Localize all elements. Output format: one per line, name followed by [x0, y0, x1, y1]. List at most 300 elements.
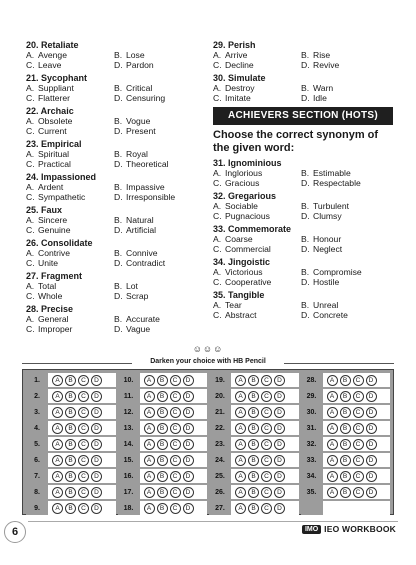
answer-bubble[interactable]: A	[235, 439, 246, 450]
option-letter: A.	[213, 234, 222, 244]
answer-bubble[interactable]: C	[78, 503, 89, 514]
answer-bubble[interactable]: C	[261, 455, 272, 466]
answer-number: 29.	[301, 389, 323, 403]
answer-bubble[interactable]: D	[183, 439, 194, 450]
answer-bubble[interactable]: B	[340, 391, 351, 402]
answer-bubble[interactable]: C	[170, 423, 181, 434]
options	[26, 314, 206, 334]
option	[301, 50, 389, 60]
option-text: Censuring	[126, 93, 166, 103]
option-letter: D.	[301, 211, 310, 221]
option-letter: D.	[114, 126, 123, 136]
answer-row	[118, 421, 208, 435]
answer-bubble[interactable]: D	[183, 423, 194, 434]
answer-bubble[interactable]: A	[235, 471, 246, 482]
answer-bubble[interactable]: C	[353, 455, 364, 466]
answer-bubble[interactable]: A	[52, 375, 63, 386]
answer-bubble[interactable]: B	[248, 471, 259, 482]
answer-bubble[interactable]: A	[327, 391, 338, 402]
answer-bubble[interactable]: B	[157, 391, 168, 402]
options	[26, 281, 206, 301]
option-letter: D.	[301, 60, 310, 70]
answer-bubble[interactable]: A	[144, 487, 155, 498]
answer-bubble[interactable]: D	[366, 391, 377, 402]
answer-bubble[interactable]: A	[235, 423, 246, 434]
option	[301, 168, 389, 178]
answer-bubble[interactable]: D	[366, 423, 377, 434]
answer-bubble[interactable]: D	[274, 455, 285, 466]
option-text: Gracious	[225, 178, 260, 188]
answer-bubble[interactable]: B	[248, 503, 259, 514]
answer-bubble[interactable]: C	[170, 487, 181, 498]
answer-bubble[interactable]: D	[183, 407, 194, 418]
answer-bubble[interactable]: B	[340, 487, 351, 498]
answer-bubble[interactable]: A	[235, 375, 246, 386]
option-text: Spiritual	[38, 149, 70, 159]
answer-bubbles	[231, 405, 299, 419]
answer-bubble[interactable]: C	[261, 391, 272, 402]
answer-row	[209, 373, 299, 387]
answer-bubble[interactable]: A	[144, 407, 155, 418]
answer-number: 25.	[209, 469, 231, 483]
answer-bubble[interactable]: A	[235, 407, 246, 418]
answer-row	[118, 405, 208, 419]
answer-bubble[interactable]: C	[78, 375, 89, 386]
question-title: 25. Faux	[26, 205, 63, 215]
option-text: Rise	[313, 50, 331, 60]
option-text: Sympathetic	[38, 192, 86, 202]
answer-bubble[interactable]: A	[52, 503, 63, 514]
option-text: Contradict	[126, 258, 166, 268]
answer-bubble[interactable]: B	[340, 375, 351, 386]
answer-bubble[interactable]: C	[353, 439, 364, 450]
option-letter: C.	[26, 126, 35, 136]
answer-bubbles	[140, 501, 208, 515]
section-header: ACHIEVERS SECTION (HOTS)	[213, 107, 393, 125]
option	[26, 215, 114, 225]
option	[213, 60, 301, 70]
option	[26, 291, 114, 301]
answer-bubble[interactable]: A	[327, 471, 338, 482]
option-text: Ardent	[38, 182, 64, 192]
option	[26, 93, 114, 103]
answer-number: 17.	[118, 485, 140, 499]
answer-bubble[interactable]: B	[157, 471, 168, 482]
answer-bubble[interactable]: D	[274, 407, 285, 418]
answer-bubble[interactable]: D	[91, 407, 102, 418]
answer-bubble[interactable]: C	[261, 487, 272, 498]
option	[213, 93, 301, 103]
answer-bubble[interactable]: C	[170, 439, 181, 450]
answer-bubbles	[48, 421, 116, 435]
answer-bubble[interactable]: A	[52, 423, 63, 434]
answer-bubble[interactable]: B	[340, 423, 351, 434]
option-text: Idle	[313, 93, 327, 103]
answer-bubbles	[140, 373, 208, 387]
answer-row	[301, 469, 391, 483]
answer-bubble[interactable]: B	[248, 455, 259, 466]
answer-bubble[interactable]: B	[248, 487, 259, 498]
answer-bubble[interactable]: B	[157, 407, 168, 418]
option-letter: D.	[301, 244, 310, 254]
answer-bubble[interactable]: D	[366, 407, 377, 418]
answer-bubble[interactable]: A	[327, 439, 338, 450]
option-letter: C.	[213, 178, 222, 188]
answer-row	[118, 501, 208, 515]
answer-bubble[interactable]: D	[183, 375, 194, 386]
question	[26, 139, 206, 169]
option	[301, 178, 389, 188]
answer-bubble[interactable]: B	[157, 487, 168, 498]
answer-bubble[interactable]: B	[340, 455, 351, 466]
answer-bubble[interactable]: D	[274, 471, 285, 482]
answer-row	[26, 405, 116, 419]
answer-bubble[interactable]: B	[340, 439, 351, 450]
answer-number: 30.	[301, 405, 323, 419]
answer-bubble[interactable]: C	[170, 471, 181, 482]
option-text: Concrete	[313, 310, 348, 320]
option-text: Clumsy	[313, 211, 342, 221]
option-letter: D.	[114, 192, 123, 202]
answer-bubble[interactable]: B	[248, 423, 259, 434]
answer-bubble[interactable]: B	[65, 391, 76, 402]
option	[301, 234, 389, 244]
answer-bubble[interactable]: D	[91, 503, 102, 514]
question	[26, 238, 206, 268]
options	[26, 248, 206, 268]
option-text: Whole	[38, 291, 63, 301]
answer-number: 8.	[26, 485, 48, 499]
option-text: Compromise	[313, 267, 362, 277]
answer-bubble[interactable]: D	[366, 439, 377, 450]
answer-bubble[interactable]: D	[91, 423, 102, 434]
option-text: Warn	[313, 83, 334, 93]
option-letter: A.	[213, 267, 222, 277]
answer-bubble[interactable]: C	[78, 423, 89, 434]
option-letter: C.	[26, 324, 35, 334]
answer-bubble[interactable]: B	[65, 503, 76, 514]
answer-bubble[interactable]: C	[78, 391, 89, 402]
option-letter: D.	[114, 291, 123, 301]
option-letter: D.	[301, 93, 310, 103]
answer-bubbles	[231, 453, 299, 467]
answer-bubble[interactable]: D	[274, 375, 285, 386]
answer-bubble[interactable]: C	[170, 455, 181, 466]
answer-bubble[interactable]: B	[157, 423, 168, 434]
answer-bubble[interactable]: B	[157, 455, 168, 466]
answer-bubble[interactable]: C	[261, 375, 272, 386]
answer-bubble[interactable]: A	[52, 455, 63, 466]
answer-bubble[interactable]: C	[261, 471, 272, 482]
answer-bubble[interactable]: B	[248, 439, 259, 450]
answer-number: 26.	[209, 485, 231, 499]
option-letter: A.	[26, 248, 35, 258]
answer-bubble[interactable]: C	[170, 407, 181, 418]
answer-bubble[interactable]: D	[183, 471, 194, 482]
option-text: Critical	[126, 83, 153, 93]
answer-bubbles	[323, 405, 391, 419]
option	[114, 159, 202, 169]
answer-number: 6.	[26, 453, 48, 467]
options	[213, 201, 393, 221]
option-letter: D.	[301, 178, 310, 188]
answer-bubble[interactable]: A	[52, 391, 63, 402]
answer-bubble[interactable]: A	[235, 487, 246, 498]
answer-bubble[interactable]: C	[78, 471, 89, 482]
answer-bubble[interactable]: D	[366, 487, 377, 498]
answer-bubble[interactable]: C	[353, 391, 364, 402]
answer-bubble[interactable]: B	[157, 375, 168, 386]
answer-bubble[interactable]: B	[65, 423, 76, 434]
option	[26, 248, 114, 258]
answer-row	[118, 373, 208, 387]
answer-bubble[interactable]: D	[183, 455, 194, 466]
answer-bubble[interactable]: D	[366, 455, 377, 466]
answer-bubble[interactable]: C	[170, 503, 181, 514]
answer-bubble[interactable]: A	[235, 455, 246, 466]
question-title: 28. Precise	[26, 304, 74, 314]
answer-row	[118, 437, 208, 451]
answer-bubble[interactable]: B	[340, 407, 351, 418]
option-text: Estimable	[313, 168, 351, 178]
option-letter: D.	[114, 258, 123, 268]
option-text: Total	[38, 281, 57, 291]
option-text: Vague	[126, 324, 151, 334]
answer-bubble[interactable]: D	[183, 487, 194, 498]
answer-number: 35.	[301, 485, 323, 499]
option	[114, 192, 202, 202]
answer-bubble[interactable]: D	[366, 375, 377, 386]
option	[301, 211, 389, 221]
answer-bubble[interactable]: D	[274, 423, 285, 434]
answer-bubble[interactable]: C	[78, 487, 89, 498]
answer-row	[26, 501, 116, 515]
answer-bubble[interactable]: C	[261, 407, 272, 418]
answer-bubble[interactable]: C	[78, 455, 89, 466]
answer-bubble[interactable]: D	[183, 503, 194, 514]
option-text: Accurate	[126, 314, 160, 324]
answer-bubble[interactable]: C	[261, 503, 272, 514]
answer-bubble[interactable]: B	[248, 375, 259, 386]
answer-bubble[interactable]: D	[91, 391, 102, 402]
answer-bubble[interactable]: C	[353, 471, 364, 482]
question-title: 26. Consolidate	[26, 238, 93, 248]
answer-bubble[interactable]: C	[353, 407, 364, 418]
answer-bubble[interactable]: A	[327, 487, 338, 498]
answer-bubble[interactable]: D	[274, 487, 285, 498]
answer-bubble[interactable]: A	[144, 375, 155, 386]
answer-bubble[interactable]: B	[157, 503, 168, 514]
answer-number: 21.	[209, 405, 231, 419]
option	[114, 291, 202, 301]
answer-bubbles	[48, 373, 116, 387]
option	[213, 178, 301, 188]
answer-bubble[interactable]: A	[52, 407, 63, 418]
option-text: Cooperative	[225, 277, 272, 287]
answer-number: 10.	[118, 373, 140, 387]
answer-bubble[interactable]: D	[274, 391, 285, 402]
question-title: 21. Sycophant	[26, 73, 88, 83]
answer-bubble[interactable]: C	[170, 391, 181, 402]
answer-bubble[interactable]: A	[52, 439, 63, 450]
answer-bubble[interactable]: C	[353, 487, 364, 498]
answer-bubble[interactable]: D	[274, 503, 285, 514]
option-letter: B.	[114, 248, 123, 258]
option	[114, 93, 202, 103]
answer-row	[301, 437, 391, 451]
answer-bubble[interactable]: A	[327, 455, 338, 466]
answer-bubble[interactable]: A	[52, 471, 63, 482]
options	[26, 182, 206, 202]
option	[301, 60, 389, 70]
answer-bubbles	[231, 373, 299, 387]
answer-number: 14.	[118, 437, 140, 451]
option	[301, 300, 389, 310]
answer-number: 23.	[209, 437, 231, 451]
answer-bubble[interactable]: A	[327, 423, 338, 434]
answer-bubbles	[231, 501, 299, 515]
answer-number: 7.	[26, 469, 48, 483]
option-text: Turbulent	[313, 201, 349, 211]
answer-bubble[interactable]: D	[91, 455, 102, 466]
answer-bubble[interactable]: B	[157, 439, 168, 450]
question	[213, 224, 393, 254]
option-text: Sociable	[225, 201, 258, 211]
answer-bubble[interactable]: C	[261, 423, 272, 434]
answer-bubble[interactable]: B	[65, 439, 76, 450]
answer-row	[209, 469, 299, 483]
option	[114, 83, 202, 93]
answer-bubble[interactable]: C	[170, 375, 181, 386]
answer-bubble[interactable]: B	[65, 407, 76, 418]
answer-row	[209, 453, 299, 467]
option-letter: A.	[213, 168, 222, 178]
answer-bubble[interactable]: A	[235, 391, 246, 402]
option	[213, 310, 301, 320]
answer-bubble[interactable]: C	[353, 423, 364, 434]
answer-number: 20.	[209, 389, 231, 403]
answer-bubble[interactable]: C	[353, 375, 364, 386]
answer-bubbles	[140, 389, 208, 403]
answer-number: 3.	[26, 405, 48, 419]
option	[26, 149, 114, 159]
option	[114, 281, 202, 291]
option-letter: B.	[301, 201, 310, 211]
answer-bubble[interactable]: B	[65, 471, 76, 482]
option-text: Improper	[38, 324, 73, 334]
option	[114, 258, 202, 268]
answer-bubble[interactable]: D	[91, 439, 102, 450]
option	[114, 116, 202, 126]
answer-bubble[interactable]: D	[366, 471, 377, 482]
answer-bubbles	[323, 437, 391, 451]
answer-bubble[interactable]: A	[235, 503, 246, 514]
options	[213, 83, 393, 103]
option-letter: A.	[213, 300, 222, 310]
option-text: Artificial	[126, 225, 157, 235]
option-text: Honour	[313, 234, 342, 244]
answer-bubble[interactable]: A	[327, 375, 338, 386]
answer-bubble[interactable]: D	[274, 439, 285, 450]
answer-number: 15.	[118, 453, 140, 467]
answer-bubble[interactable]: A	[144, 471, 155, 482]
answer-bubbles	[231, 389, 299, 403]
answer-bubble[interactable]: B	[248, 407, 259, 418]
answer-row	[209, 437, 299, 451]
answer-bubble[interactable]: A	[144, 439, 155, 450]
question-title: 23. Empirical	[26, 139, 82, 149]
option-text: Obsolete	[38, 116, 73, 126]
answer-bubble[interactable]: C	[261, 439, 272, 450]
answer-number: 12.	[118, 405, 140, 419]
answer-bubble[interactable]: A	[144, 391, 155, 402]
option-text: Royal	[126, 149, 148, 159]
answer-bubble[interactable]: D	[91, 375, 102, 386]
question	[26, 40, 206, 70]
option	[213, 211, 301, 221]
option-text: Suppliant	[38, 83, 74, 93]
answer-bubble[interactable]: B	[65, 487, 76, 498]
answer-bubbles	[48, 453, 116, 467]
answer-number: 24.	[209, 453, 231, 467]
option-text: Lose	[126, 50, 145, 60]
answer-bubbles	[140, 485, 208, 499]
option-letter: C.	[213, 310, 222, 320]
answer-row	[26, 389, 116, 403]
answer-bubble[interactable]: B	[340, 471, 351, 482]
answer-bubble[interactable]: D	[183, 391, 194, 402]
answer-bubble[interactable]: A	[144, 423, 155, 434]
question	[26, 172, 206, 202]
answer-bubble[interactable]: D	[91, 487, 102, 498]
answer-bubble[interactable]: C	[78, 439, 89, 450]
option-text: Connive	[126, 248, 158, 258]
answer-bubble[interactable]: B	[65, 375, 76, 386]
option-text: Flatterer	[38, 93, 70, 103]
question	[26, 304, 206, 334]
answer-row	[301, 501, 391, 515]
answer-bubble[interactable]: A	[144, 503, 155, 514]
option-letter: C.	[26, 291, 35, 301]
brand-logo: IMO	[302, 525, 321, 534]
options	[213, 300, 393, 320]
question	[26, 205, 206, 235]
answer-bubbles	[231, 421, 299, 435]
option-text: Imitate	[225, 93, 251, 103]
option	[114, 149, 202, 159]
answer-number: 19.	[209, 373, 231, 387]
answer-bubbles	[48, 469, 116, 483]
option-letter: B.	[114, 182, 123, 192]
answer-bubble[interactable]: A	[144, 455, 155, 466]
option-letter: C.	[26, 93, 35, 103]
option-text: Arrive	[225, 50, 248, 60]
option-letter: B.	[114, 116, 123, 126]
answer-bubbles	[323, 373, 391, 387]
answer-bubble[interactable]: B	[65, 455, 76, 466]
answer-row	[26, 485, 116, 499]
answer-bubble[interactable]: A	[52, 487, 63, 498]
answer-number: 13.	[118, 421, 140, 435]
option	[213, 234, 301, 244]
answer-number: 9.	[26, 501, 48, 515]
answer-bubble[interactable]: C	[78, 407, 89, 418]
answer-bubble[interactable]: A	[327, 407, 338, 418]
answer-bubble[interactable]: D	[91, 471, 102, 482]
option	[114, 225, 202, 235]
answer-bubble[interactable]: B	[248, 391, 259, 402]
answer-number: 28.	[301, 373, 323, 387]
